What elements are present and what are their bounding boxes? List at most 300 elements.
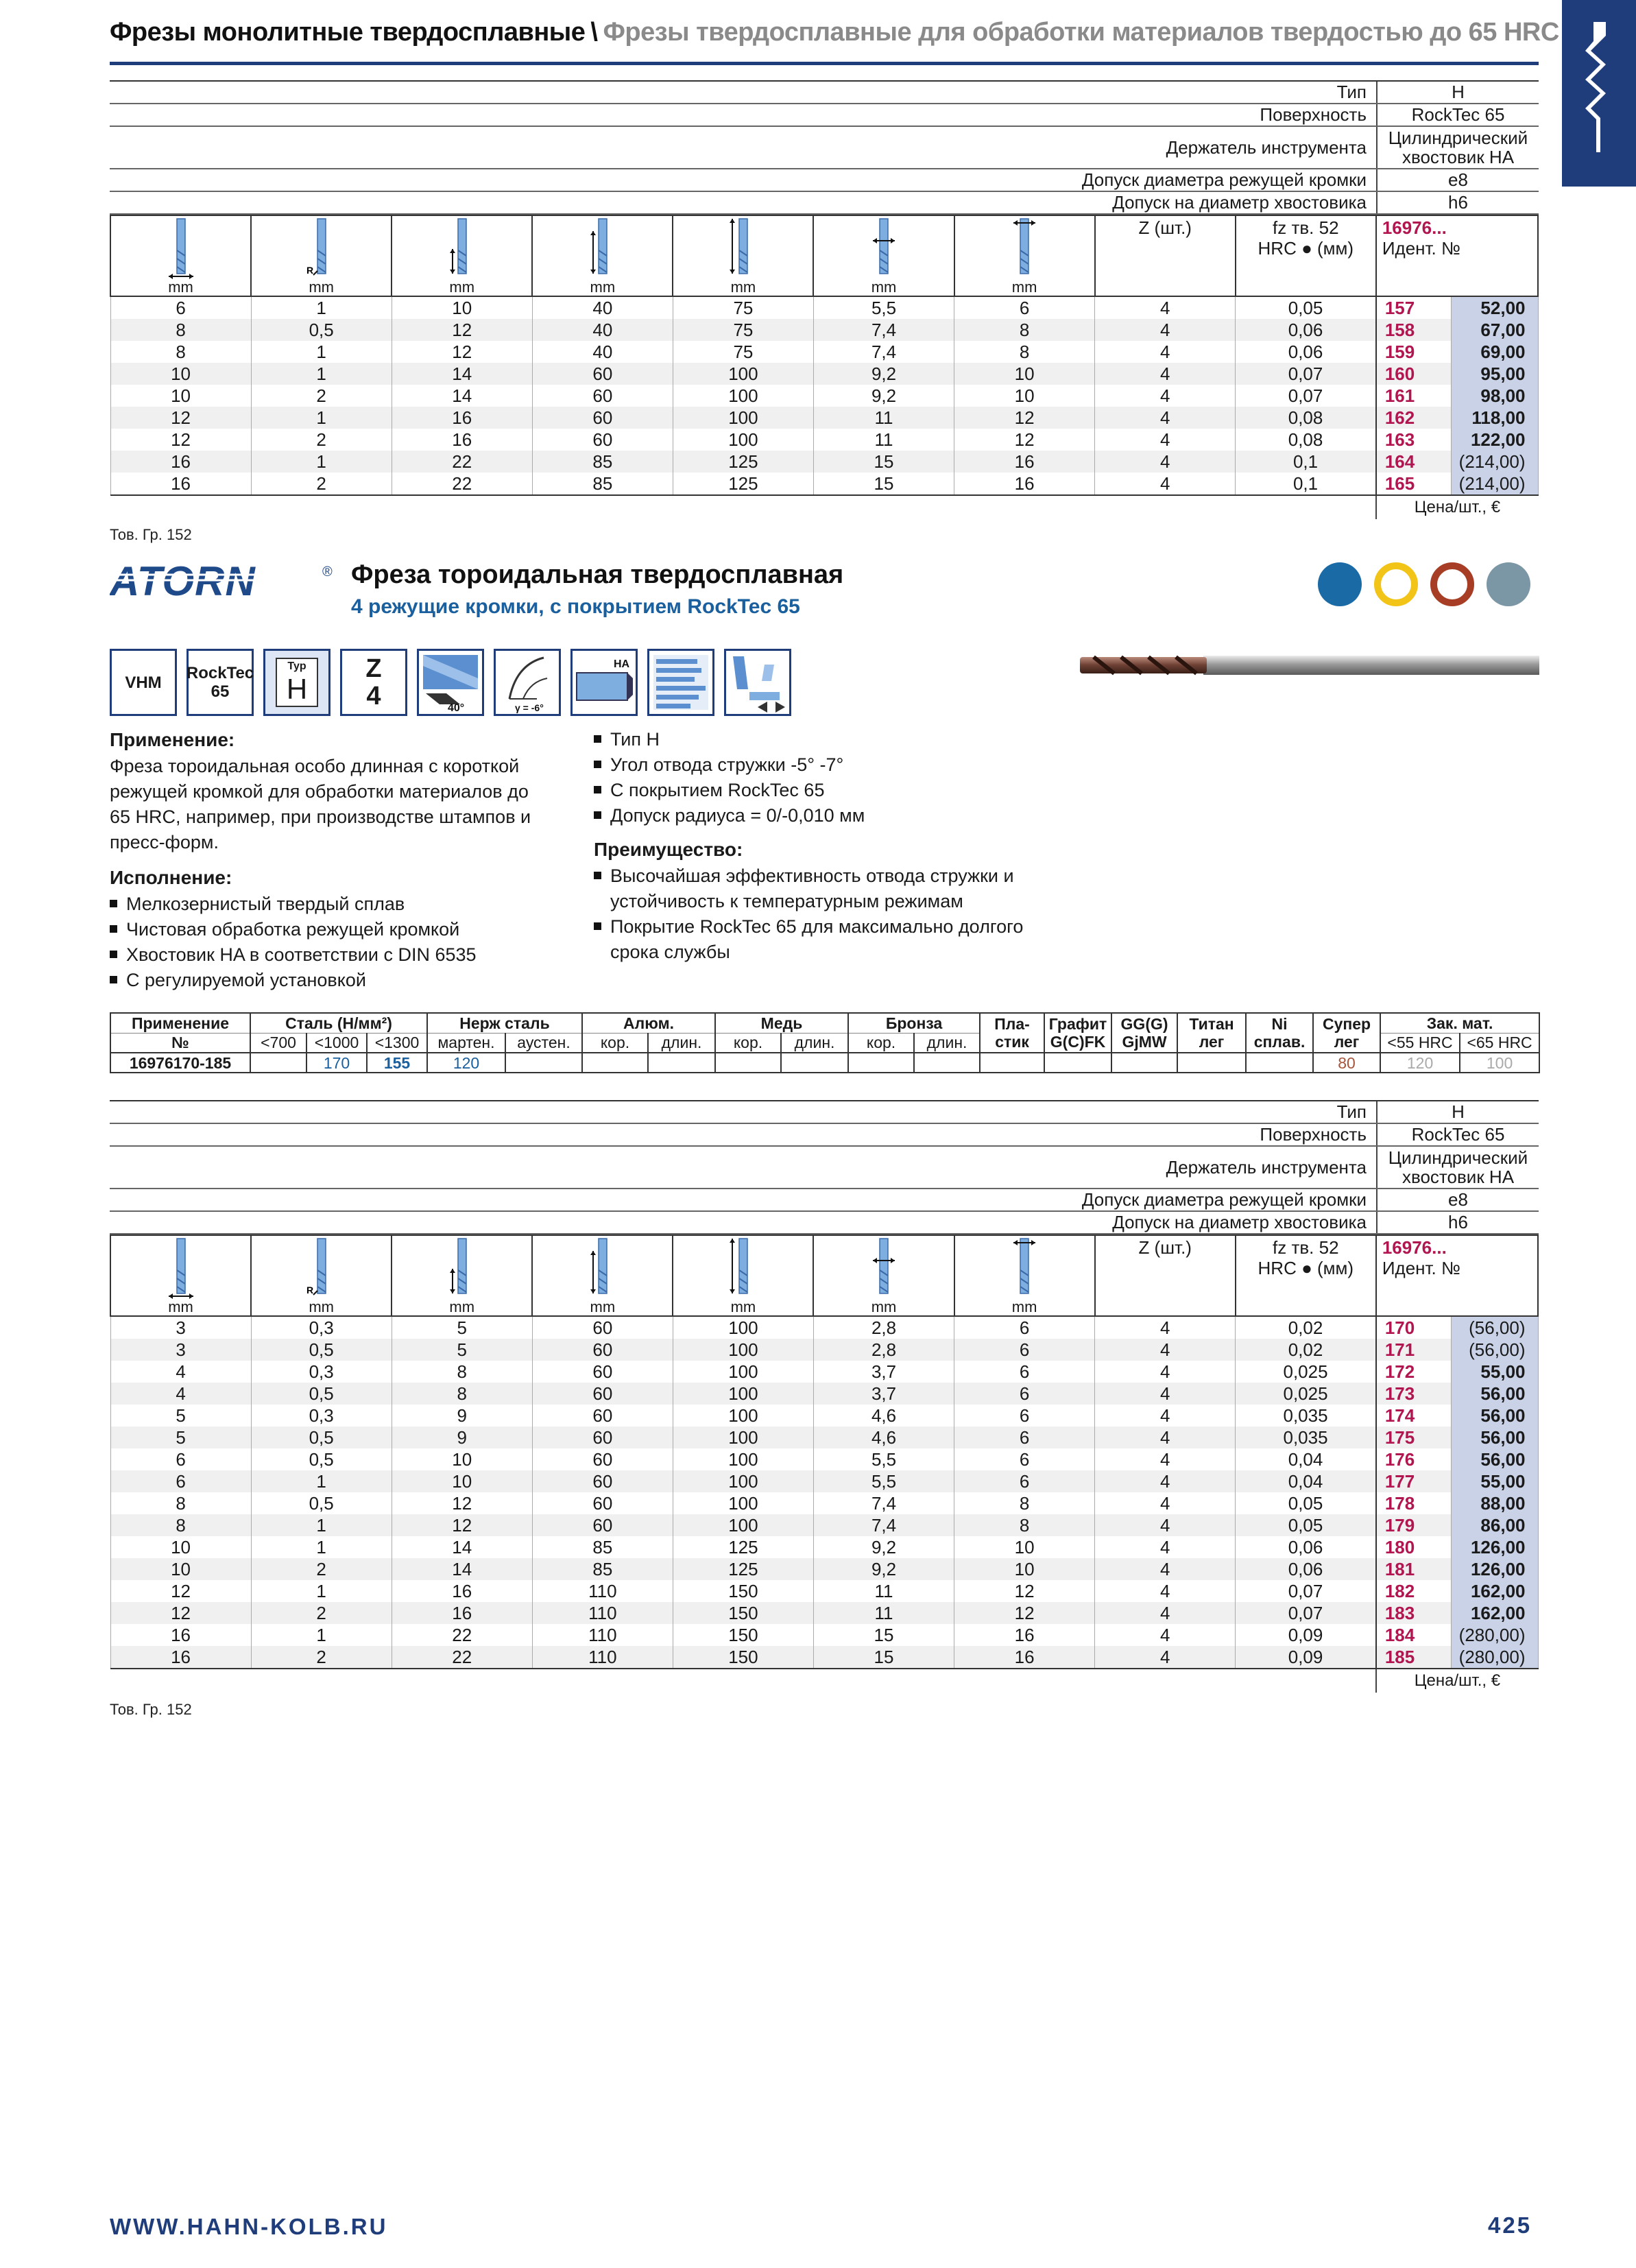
table-cell: 4	[1095, 1492, 1236, 1514]
category-tab[interactable]	[1562, 0, 1636, 187]
table-cell: 100	[673, 407, 813, 429]
table-cell: 12	[392, 319, 532, 341]
table-cell: 8	[954, 1514, 1095, 1536]
table-cell: 9,2	[813, 1536, 954, 1558]
price-cell: (280,00)	[1452, 1646, 1538, 1669]
price-cell: 122,00	[1452, 429, 1538, 451]
mat-sub: <700	[250, 1033, 306, 1053]
holder-label: Держатель инструмента	[110, 1146, 1377, 1189]
price-cell: (56,00)	[1452, 1316, 1538, 1339]
ident-number: 165	[1376, 473, 1452, 495]
table-row	[110, 1580, 1538, 1602]
table-cell: 7,4	[813, 319, 954, 341]
table-cell: 100	[673, 1427, 813, 1448]
table-cell: 12	[392, 341, 532, 363]
execution-list	[110, 892, 562, 993]
mat-cell	[715, 1053, 781, 1073]
table-cell: 4	[1095, 1624, 1236, 1646]
mat-cell: 155	[367, 1053, 427, 1073]
price-cell: (214,00)	[1452, 451, 1538, 473]
table-row	[110, 1492, 1538, 1514]
ident-number: 185	[1376, 1646, 1452, 1669]
table-cell: 10	[954, 1558, 1095, 1580]
surface-label: Поверхность	[110, 104, 1377, 126]
table-cell: 2,8	[813, 1339, 954, 1361]
mat-cell	[1111, 1053, 1177, 1073]
table-cell: 100	[673, 1383, 813, 1405]
table-cell: 40	[532, 319, 673, 341]
table-cell: 12	[110, 1602, 251, 1624]
table-cell: 150	[673, 1646, 813, 1669]
table-row	[110, 1602, 1538, 1624]
table-cell: 60	[532, 363, 673, 385]
materials-table	[110, 1012, 1539, 1073]
table-cell: 0,3	[251, 1405, 392, 1427]
table-cell: 5,5	[813, 1448, 954, 1470]
mat-sub: <1300	[367, 1033, 427, 1053]
price-cell: 56,00	[1452, 1383, 1538, 1405]
shank-ha-icon	[570, 649, 638, 716]
table-cell: 8	[954, 1492, 1095, 1514]
table-cell: 75	[673, 296, 813, 319]
table-cell: 125	[673, 1558, 813, 1580]
list-item: Покрытие RockTec 65 для максимально долгого срока службы	[594, 914, 1074, 965]
page-header	[110, 18, 1559, 56]
table-cell: 12	[110, 429, 251, 451]
table-cell: 60	[532, 1361, 673, 1383]
mat-sub-no: №	[110, 1033, 250, 1053]
properties-table-2	[110, 1100, 1539, 1234]
table-cell: 12	[954, 429, 1095, 451]
table-cell: 12	[954, 1580, 1095, 1602]
mat-sub: длин.	[914, 1033, 980, 1053]
table-cell: 4	[110, 1361, 251, 1383]
ident-number: 173	[1376, 1383, 1452, 1405]
mat-cell: 100	[1460, 1053, 1539, 1073]
ident-number: 172	[1376, 1361, 1452, 1383]
price-cell: 56,00	[1452, 1448, 1538, 1470]
table-cell: 100	[673, 1492, 813, 1514]
table-cell: 4	[1095, 1536, 1236, 1558]
page-number: 425	[1488, 2212, 1532, 2238]
vhm-symbol: VHM	[110, 649, 177, 716]
table-row	[110, 1339, 1538, 1361]
mat-cell	[1246, 1053, 1313, 1073]
table-row	[110, 1624, 1538, 1646]
table-cell: 14	[392, 363, 532, 385]
feed-head: fz тв. 52 HRC ● (мм)	[1236, 215, 1376, 296]
section-subtitle: Фрезы твердосплавные для обработки материалов твердостью до 65 HRC	[603, 18, 1559, 47]
product-subtitle: 4 режущие кромки, с покрытием RockTec 65	[351, 595, 800, 618]
table-cell: 5	[110, 1427, 251, 1448]
product-title: Фреза тороидальная твердосплавная	[351, 560, 844, 589]
table-cell: 4	[1095, 1339, 1236, 1361]
table-cell: 150	[673, 1602, 813, 1624]
table-cell: 4	[1095, 341, 1236, 363]
ident-number: 175	[1376, 1427, 1452, 1448]
table-cell: 4	[110, 1383, 251, 1405]
table-cell: 60	[532, 407, 673, 429]
table-row	[110, 1405, 1538, 1427]
table-cell: 0,3	[251, 1361, 392, 1383]
table-cell: 4	[1095, 1646, 1236, 1669]
table-cell: 15	[813, 1624, 954, 1646]
table-cell: 0,07	[1236, 385, 1376, 407]
table-cell: 9,2	[813, 385, 954, 407]
table-row	[110, 1383, 1538, 1405]
mat-cell: 170	[306, 1053, 367, 1073]
mat-head-graphite: Графит G(C)FK	[1044, 1013, 1111, 1053]
mat-head-aluminium: Алюм.	[582, 1013, 715, 1033]
table-row	[110, 1361, 1538, 1383]
table-cell: 4,6	[813, 1405, 954, 1427]
table-cell: 6	[954, 1361, 1095, 1383]
cut-tolerance-value: e8	[1377, 1189, 1539, 1211]
svg-text:R: R	[306, 1285, 313, 1296]
price-unit-label: Цена/шт., €	[1376, 1669, 1538, 1693]
mat-cell	[781, 1053, 848, 1073]
table-cell: 100	[673, 429, 813, 451]
table-cell: 0,3	[251, 1316, 392, 1339]
header-separator: \	[590, 18, 598, 47]
table-cell: 0,5	[251, 1427, 392, 1448]
price-cell: 56,00	[1452, 1405, 1538, 1427]
mat-sub: кор.	[848, 1033, 914, 1053]
table-cell: 3,7	[813, 1383, 954, 1405]
table-cell: 125	[673, 473, 813, 495]
table-cell: 12	[954, 407, 1095, 429]
table-cell: 16	[954, 451, 1095, 473]
mat-head-stainless: Нерж сталь	[427, 1013, 582, 1033]
table-cell: 0,09	[1236, 1624, 1376, 1646]
table-cell: 4	[1095, 473, 1236, 495]
table-cell: 8	[392, 1361, 532, 1383]
mat-sub: длин.	[648, 1033, 715, 1053]
price-cell: 69,00	[1452, 341, 1538, 363]
table-cell: 60	[532, 1339, 673, 1361]
table-cell: 4	[1095, 1602, 1236, 1624]
table-cell: 60	[532, 429, 673, 451]
mat-cell: 120	[427, 1053, 505, 1073]
table-cell: 7,4	[813, 341, 954, 363]
dim-column-head: mm	[110, 215, 251, 296]
ident-number: 182	[1376, 1580, 1452, 1602]
mat-head-hardened: Зак. мат.	[1380, 1013, 1539, 1033]
list-item: Допуск радиуса = 0/-0,010 мм	[594, 803, 1074, 828]
dimensions-table-2	[110, 1234, 1539, 1693]
table-cell: 3	[110, 1339, 251, 1361]
table-cell: 10	[954, 385, 1095, 407]
list-item: С покрытием RockTec 65	[594, 778, 1074, 803]
table-cell: 16	[954, 1624, 1095, 1646]
table-cell: 2,8	[813, 1316, 954, 1339]
price-cell: 98,00	[1452, 385, 1538, 407]
mat-cell: 120	[1380, 1053, 1460, 1073]
table-row	[110, 1646, 1538, 1669]
ident-number: 158	[1376, 319, 1452, 341]
table-cell: 0,04	[1236, 1470, 1376, 1492]
mat-cell: 80	[1313, 1053, 1380, 1073]
mat-sub: <65 HRC	[1460, 1033, 1539, 1053]
table-row	[110, 385, 1538, 407]
ident-number: 170	[1376, 1316, 1452, 1339]
ident-number: 163	[1376, 429, 1452, 451]
table-cell: 10	[954, 363, 1095, 385]
table-cell: 5	[392, 1339, 532, 1361]
table-cell: 9	[392, 1405, 532, 1427]
price-cell: 126,00	[1452, 1558, 1538, 1580]
table-cell: 6	[954, 1427, 1095, 1448]
table-cell: 4	[1095, 1580, 1236, 1602]
table-cell: 5	[110, 1405, 251, 1427]
advantage-list	[594, 863, 1074, 965]
ident-number: 179	[1376, 1514, 1452, 1536]
table-row	[110, 1558, 1538, 1580]
diameter-icon	[166, 216, 196, 279]
application-heading: Применение:	[110, 729, 235, 750]
table-cell: 10	[954, 1536, 1095, 1558]
dim-column-head: mm	[673, 1235, 813, 1316]
table-cell: 22	[392, 473, 532, 495]
table-cell: 4	[1095, 1316, 1236, 1339]
table-cell: 0,05	[1236, 1514, 1376, 1536]
table-cell: 14	[392, 1558, 532, 1580]
mat-head-nickel: Ni сплав.	[1246, 1013, 1313, 1053]
table-cell: 1	[251, 407, 392, 429]
table-cell: 10	[392, 1448, 532, 1470]
table-cell: 0,08	[1236, 429, 1376, 451]
table-cell: 0,025	[1236, 1361, 1376, 1383]
dim-column-head: R mm	[251, 1235, 392, 1316]
table-cell: 60	[532, 1514, 673, 1536]
neck-diameter-icon	[869, 1236, 899, 1299]
table-cell: 150	[673, 1624, 813, 1646]
table-cell: 0,02	[1236, 1339, 1376, 1361]
mat-sub: <55 HRC	[1380, 1033, 1460, 1053]
mat-cell	[980, 1053, 1044, 1073]
table-cell: 22	[392, 451, 532, 473]
diameter-icon	[166, 1236, 196, 1299]
table-cell: 85	[532, 1558, 673, 1580]
table-cell: 2	[251, 385, 392, 407]
table-cell: 60	[532, 1427, 673, 1448]
table-cell: 9,2	[813, 1558, 954, 1580]
application-lines-icon	[647, 649, 714, 716]
svg-text:ATORN: ATORN	[110, 561, 256, 604]
mat-cell	[582, 1053, 648, 1073]
table-cell: 150	[673, 1580, 813, 1602]
table-row	[110, 429, 1538, 451]
svg-text:®: ®	[322, 564, 333, 580]
table-cell: 14	[392, 385, 532, 407]
table-cell: 110	[532, 1646, 673, 1669]
type-label: Тип	[110, 81, 1377, 104]
table-cell: 110	[532, 1602, 673, 1624]
price-cell: 55,00	[1452, 1470, 1538, 1492]
price-cell: 88,00	[1452, 1492, 1538, 1514]
price-cell: 67,00	[1452, 319, 1538, 341]
shank-tolerance-label: Допуск на диаметр хвостовика	[110, 191, 1377, 214]
table-row	[110, 1316, 1538, 1339]
mat-head-plastic: Пла- стик	[980, 1013, 1044, 1053]
helix-angle-icon	[417, 649, 484, 716]
holder-value: Цилиндрический хвостовик HA	[1377, 126, 1539, 169]
table-row	[110, 407, 1538, 429]
mat-head-titanium: Титан лег	[1177, 1013, 1246, 1053]
table-cell: 14	[392, 1536, 532, 1558]
dim-column-head: mm	[813, 1235, 954, 1316]
atorn-logo	[110, 561, 340, 607]
table-cell: 0,5	[251, 1383, 392, 1405]
table-cell: 8	[392, 1383, 532, 1405]
table-cell: 0,5	[251, 1339, 392, 1361]
advantage-heading: Преимущество:	[594, 839, 743, 860]
radius-icon	[306, 1236, 337, 1299]
shank-tolerance-value: h6	[1377, 1211, 1539, 1234]
mat-cell	[848, 1053, 914, 1073]
table-cell: 10	[392, 296, 532, 319]
holder-label: Держатель инструмента	[110, 126, 1377, 169]
table-row	[110, 1514, 1538, 1536]
cutting-length-icon	[447, 216, 477, 279]
table-cell: 12	[110, 1580, 251, 1602]
table-cell: 11	[813, 1602, 954, 1624]
table-row	[110, 1448, 1538, 1470]
table-cell: 6	[110, 1448, 251, 1470]
table-cell: 4	[1095, 1448, 1236, 1470]
table-cell: 6	[954, 1405, 1095, 1427]
table-row	[110, 473, 1538, 495]
flutes-head: Z (шт.)	[1095, 1235, 1236, 1316]
table-cell: 60	[532, 1470, 673, 1492]
table-cell: 0,5	[251, 1448, 392, 1470]
table-cell: 9	[392, 1427, 532, 1448]
table-cell: 10	[110, 1536, 251, 1558]
table-cell: 16	[954, 473, 1095, 495]
price-cell: 95,00	[1452, 363, 1538, 385]
table-cell: 16	[954, 1646, 1095, 1669]
mat-head-bronze: Бронза	[848, 1013, 980, 1033]
table-cell: 6	[954, 1383, 1095, 1405]
dim-column-head: mm	[954, 1235, 1095, 1316]
surface-label: Поверхность	[110, 1123, 1377, 1146]
table-cell: 12	[392, 1514, 532, 1536]
table-cell: 1	[251, 296, 392, 319]
price-cell: (56,00)	[1452, 1339, 1538, 1361]
table-cell: 0,06	[1236, 1536, 1376, 1558]
mat-sub: длин.	[781, 1033, 848, 1053]
table-cell: 11	[813, 429, 954, 451]
material-dot-hardened	[1487, 562, 1530, 606]
table-cell: 0,035	[1236, 1427, 1376, 1448]
table-cell: 6	[954, 1339, 1095, 1361]
ident-number: 178	[1376, 1492, 1452, 1514]
table-cell: 11	[813, 407, 954, 429]
table-cell: 0,06	[1236, 319, 1376, 341]
table-cell: 1	[251, 451, 392, 473]
mat-sub: кор.	[582, 1033, 648, 1053]
application-line: Фреза тороидальная особо длинная с короткой	[110, 756, 520, 776]
table-cell: 110	[532, 1624, 673, 1646]
dim-column-head: mm	[392, 1235, 532, 1316]
milling-mode-icon	[724, 649, 791, 716]
application-block	[110, 727, 562, 993]
ident-number: 183	[1376, 1602, 1452, 1624]
table-cell: 40	[532, 296, 673, 319]
mat-cell	[250, 1053, 306, 1073]
table-cell: 4	[1095, 1361, 1236, 1383]
table-cell: 16	[392, 1602, 532, 1624]
svg-text:40°: 40°	[448, 702, 465, 714]
table-cell: 100	[673, 1470, 813, 1492]
total-length-icon	[728, 1236, 758, 1299]
holder-value: Цилиндрический хвостовик HA	[1377, 1146, 1539, 1189]
table-cell: 2	[251, 1602, 392, 1624]
application-line: режущей кромкой для обработки материалов до	[110, 781, 529, 802]
table-cell: 4	[1095, 319, 1236, 341]
mat-cell	[1044, 1053, 1111, 1073]
mat-cell	[1177, 1053, 1246, 1073]
table-cell: 8	[110, 319, 251, 341]
price-cell: 55,00	[1452, 1361, 1538, 1383]
dim-column-head: mm	[392, 215, 532, 296]
ident-head: 16976... Идент. №	[1376, 1235, 1538, 1316]
neck-diameter-icon	[869, 216, 899, 279]
table-cell: 100	[673, 1448, 813, 1470]
table-cell: 6	[110, 1470, 251, 1492]
spec-table-2	[110, 1100, 1539, 1693]
table-cell: 10	[110, 385, 251, 407]
footer-url[interactable]: WWW.HAHN-KOLB.RU	[110, 2214, 388, 2239]
table-row	[110, 451, 1538, 473]
flutes-symbol: Z 4	[340, 649, 407, 716]
list-item: Мелкозернистый твердый сплав	[110, 892, 562, 917]
table-cell: 15	[813, 451, 954, 473]
table-row	[110, 1427, 1538, 1448]
material-dot-stainless	[1374, 562, 1418, 606]
table-row	[110, 1470, 1538, 1492]
features-block	[594, 727, 1074, 965]
list-item: Угол отвода стружки -5° -7°	[594, 752, 1074, 778]
price-cell: 56,00	[1452, 1427, 1538, 1448]
cut-tolerance-label: Допуск диаметра режущей кромки	[110, 169, 1377, 191]
table-cell: 1	[251, 1514, 392, 1536]
table-cell: 100	[673, 1514, 813, 1536]
surface-value: RockTec 65	[1377, 104, 1539, 126]
mat-sub: кор.	[715, 1033, 781, 1053]
table-cell: 60	[532, 1316, 673, 1339]
total-length-icon	[728, 216, 758, 279]
mat-sub: аустен.	[505, 1033, 582, 1053]
table-cell: 6	[954, 1316, 1095, 1339]
table-cell: 2	[251, 429, 392, 451]
table-cell: 2	[251, 1646, 392, 1669]
table-cell: 3,7	[813, 1361, 954, 1383]
type-symbol: Typ H	[263, 649, 330, 716]
ident-number: 159	[1376, 341, 1452, 363]
table-cell: 22	[392, 1624, 532, 1646]
table-cell: 16	[392, 1580, 532, 1602]
cut-tolerance-label: Допуск диаметра режущей кромки	[110, 1189, 1377, 1211]
table-cell: 8	[110, 1514, 251, 1536]
dim-column-head: R mm	[251, 215, 392, 296]
table-cell: 60	[532, 1492, 673, 1514]
tool-image	[1080, 652, 1539, 679]
table-cell: 0,07	[1236, 1580, 1376, 1602]
price-cell: 52,00	[1452, 296, 1538, 319]
table-cell: 1	[251, 1580, 392, 1602]
table-cell: 85	[532, 473, 673, 495]
